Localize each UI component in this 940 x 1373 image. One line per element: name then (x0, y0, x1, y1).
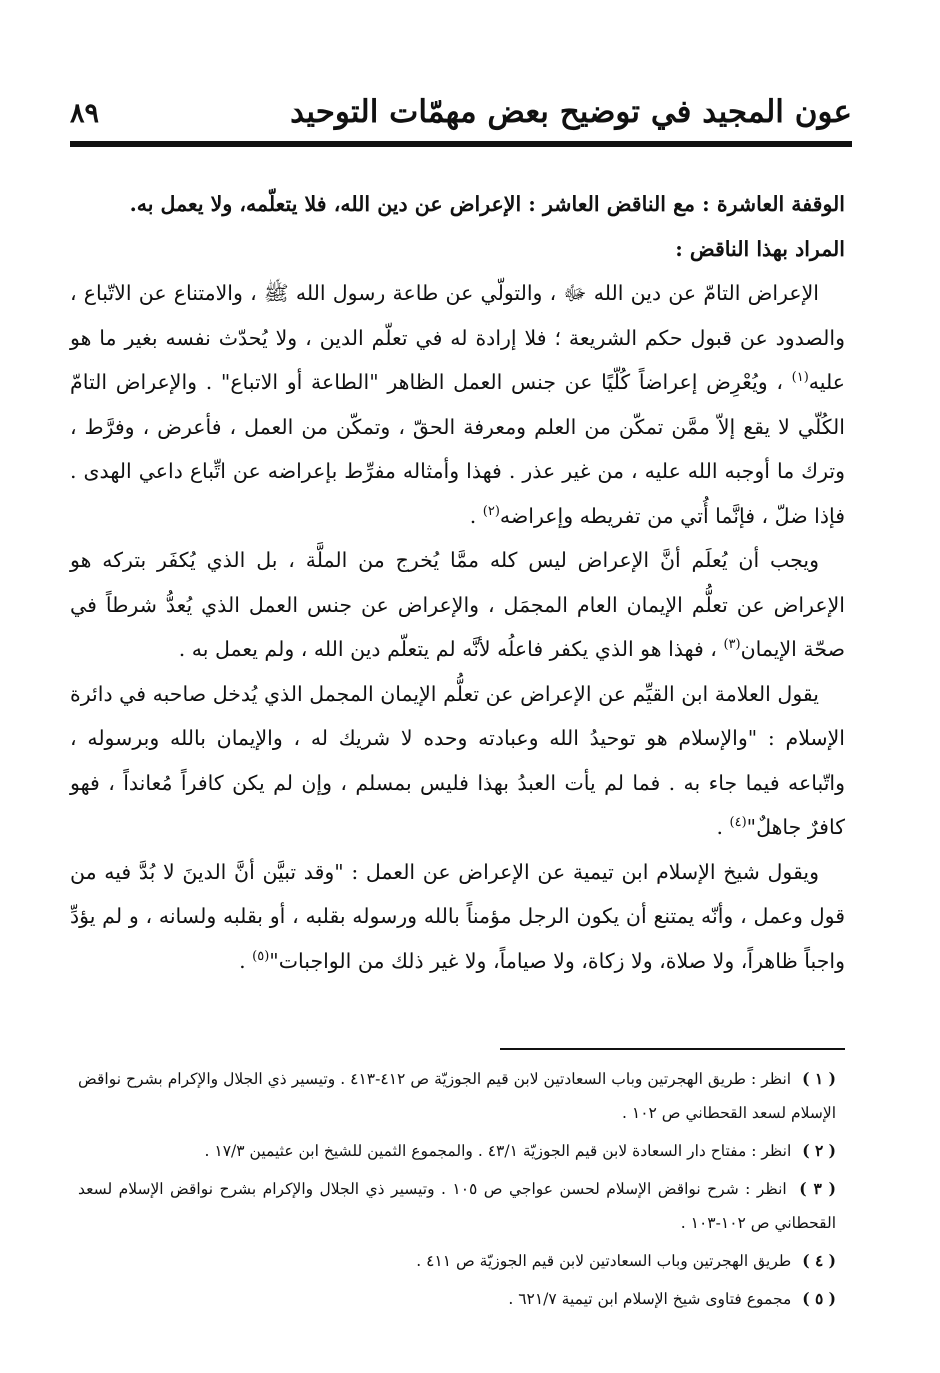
footnote-number: ( ٤ ) (802, 1251, 836, 1270)
paragraph-3-text-a: يقول العلامة ابن القيِّم عن الإعراض عن تعلُّم الإيمان المجمل الذي يُدخل صاحبه في دائرة الإسلام : "والإسلام هو توحيدُ الله وعبادته وحده لا شريك له ، والإيمان بالله وبرسوله ، واتّباعه فيما جاء به . فما لم يأت العبدُ بهذا فليس بمسلم ، وإن لم يكن كافراً مُعانداً ، فهو كافرٌ جاهلٌ" (70, 681, 845, 839)
paragraph-3-end: . (716, 815, 723, 839)
paragraph-2 (70, 538, 845, 672)
footnote-5 (78, 1282, 836, 1316)
footnote-number: ( ٥ ) (802, 1289, 836, 1308)
footnote-number: ( ٢ ) (802, 1141, 836, 1160)
footnote-ref-3[interactable]: (٣) (723, 637, 741, 653)
footnotes (78, 1062, 836, 1320)
footnote-3 (78, 1172, 836, 1240)
running-title: عون المجيد في توضيح بعض مهمّات التوحيد (290, 94, 852, 130)
page-number: ٨٩ (70, 98, 100, 129)
footnote-2 (78, 1134, 836, 1168)
paragraph-2-text-a: ويجب أن يُعلَم أنَّ الإعراض ليس كله ممَّا يُخرج من الملَّة ، بل الذي يُكفَر بتركه هو الإعراض عن تعلُّم الإيمان العام المجمَل ، والإعراض عن جنس العمل الذي يُعدُّ شرطاً في صحّة الإيمان (70, 548, 845, 661)
paragraph-4 (70, 850, 845, 984)
paragraph-1-text-b: ، ويُعْرِض إعراضاً كُلّيًا عن جنس العمل الظاهر "الطاعة أو الاتباع" . والإعراض التامّ الكُلّي لا يقع إلاّ ممَّن تمكّن من العلم ومعرفة الحقّ ، وتمكّن من العمل ، فأعرض ، وفرَّط ، وترك ما أوجبه الله عليه ، من غير عذر . فهذا وأمثاله مفرِّط بإعراضه عن اتِّباع داعي الهدى . فإذا ضلّ ، فإنَّما أُتي من تفريطه وإعراضه (70, 370, 845, 528)
paragraph-1-text-a: الإعراض التامّ عن دين الله ﷻ ، والتولّي عن طاعة رسول الله ﷺ ، والامتناع عن الاتّباع ، والصدود عن قبول حكم الشريعة ؛ فلا إرادة له في تعلّم الدين ، ولا يُحدّث نفسه بغير ما هو عليه (70, 281, 845, 394)
paragraph-4-text-a: ويقول شيخ الإسلام ابن تيمية عن الإعراض عن العمل : "وقد تبيَّن أنَّ الدينَ لا بُدَّ فيه من قول وعمل ، وأنّه يمتنع أن يكون الرجل مؤمناً بالله ورسوله بقلبه ، أو بقلبه ولسانه ، و لم يؤدِّ واجباً ظاهراً، ولا صلاة، ولا زكاة، ولا صياماً، ولا غير ذلك من الواجبات" (70, 859, 845, 973)
paragraph-1 (70, 271, 845, 538)
footnote-ref-2[interactable]: (٢) (482, 503, 500, 519)
footnote-ref-1[interactable]: (١) (791, 370, 809, 386)
paragraph-4-end: . (239, 948, 246, 973)
footnote-ref-5[interactable]: (٥) (252, 948, 270, 964)
footnote-4 (78, 1244, 836, 1278)
section-heading: الوقفة العاشرة : مع الناقض العاشر : الإعراض عن دين الله، فلا يتعلّمه، ولا يعمل به. (129, 192, 845, 216)
paragraph-1-end: . (469, 503, 477, 528)
footnote-number: ( ٣ ) (799, 1179, 837, 1198)
footnote-text: انظر : شرح نواقض الإسلام لحسن عواجي ص ١٠٥ . وتيسير ذي الجلال والإكرام بشرح نواقض الإسلام لسعد القحطاني ص ١٠٢-١٠٣ . (78, 1180, 836, 1232)
footnote-number: ( ١ ) (802, 1069, 837, 1088)
paragraph-3 (70, 672, 845, 850)
footnote-separator (500, 1048, 845, 1050)
header-rule (70, 141, 852, 147)
footnote-text: انظر : طريق الهجرتين وباب السعادتين لابن قيم الجوزيّة ص ٤١٢-٤١٣ . وتيسير ذي الجلال والإكرام بشرح نواقض الإسلام لسعد القحطاني ص ١٠٢ . (78, 1070, 836, 1122)
paragraph-2-text-b: ، فهذا هو الذي يكفر فاعلُه لأنَّه لم يتعلّم دين الله ، ولم يعمل به . (178, 637, 717, 661)
footnote-text: طريق الهجرتين وباب السعادتين لابن قيم الجوزيّة ص ٤١١ . (416, 1252, 792, 1270)
footnote-text: انظر : مفتاح دار السعادة لابن قيم الجوزيّة ٤٣/١ . والمجموع الثمين للشيخ ابن عثيمين ١٧/٣ . (204, 1142, 792, 1160)
sub-heading: المراد بهذا الناقض : (675, 236, 845, 261)
footnote-1 (78, 1062, 836, 1130)
footnote-ref-4[interactable]: (٤) (729, 815, 747, 831)
footnote-text: مجموع فتاوى شيخ الإسلام ابن تيمية ٦٢١/٧ . (508, 1290, 792, 1308)
page-header (70, 94, 852, 138)
main-text (70, 182, 845, 983)
